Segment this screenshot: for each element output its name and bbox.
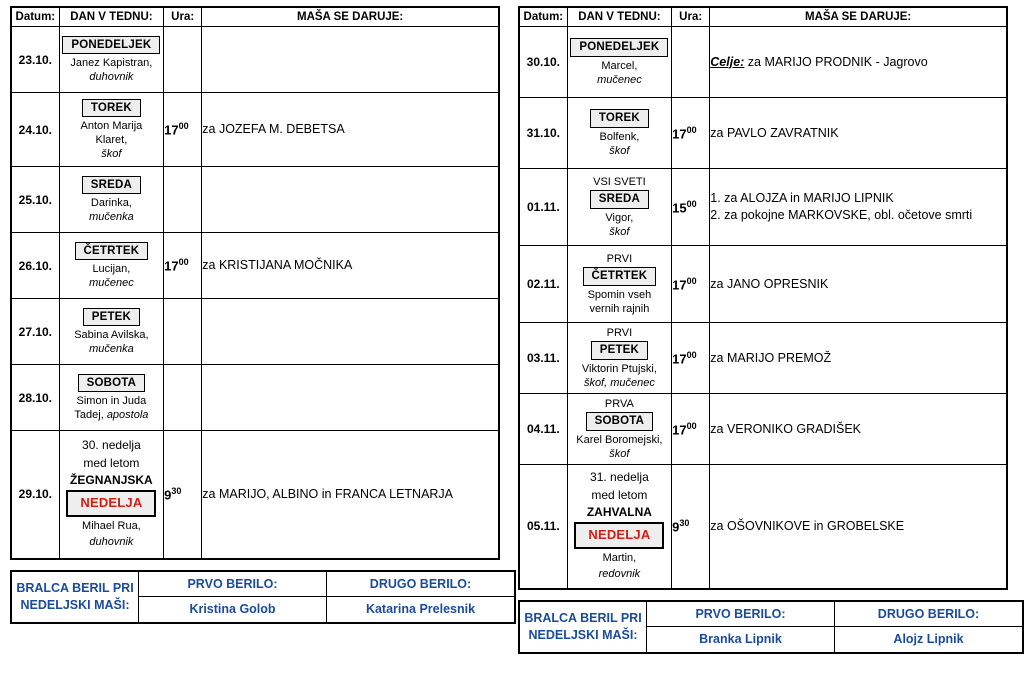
- row-time: [164, 167, 202, 233]
- saint-title: škof: [609, 144, 630, 157]
- row-time: [672, 246, 710, 323]
- row-intention: za JOZEFA M. DEBETSA: [202, 93, 499, 167]
- row-day: [567, 169, 671, 246]
- schedule-column-left: [10, 6, 500, 654]
- row-time: [672, 98, 710, 169]
- saint-line-2: Klaret,: [95, 134, 128, 147]
- table-row: [519, 394, 1007, 465]
- readers-label-line-2: NEDELJSKI MAŠI:: [20, 597, 130, 612]
- sunday-special: ZAHVALNA: [586, 505, 652, 520]
- saint-line: Spomin vseh: [587, 288, 652, 301]
- time-minute: 00: [178, 257, 189, 268]
- row-intention: za MARIJO, ALBINO in FRANCA LETNARJA: [202, 431, 499, 559]
- time-minute: 00: [686, 198, 697, 209]
- row-time: [672, 465, 710, 589]
- second-reader-name: Katarina Prelesnik: [327, 597, 516, 623]
- saint-line: Marcel,: [601, 59, 638, 72]
- saint-title: mučenka: [89, 211, 134, 224]
- saint-title: škof: [101, 148, 122, 161]
- first-reading-title: PRVO BERILO:: [647, 601, 835, 627]
- day-badge-sunday: NEDELJA: [66, 490, 156, 517]
- row-intention: [710, 169, 1007, 246]
- sunday-line-2: med letom: [591, 487, 648, 502]
- row-time: [672, 394, 710, 465]
- row-time: [164, 93, 202, 167]
- row-time: [164, 233, 202, 299]
- day-badge: ČETRTEK: [583, 267, 657, 286]
- first-reading-title: PRVO BERILO:: [139, 571, 327, 597]
- feast-label: PRVI: [606, 253, 633, 266]
- row-day: [567, 394, 671, 465]
- saint-line: Martin,: [602, 552, 637, 565]
- table-header-row: [11, 7, 499, 27]
- saint-line: Vigor,: [605, 211, 634, 224]
- table-row: [519, 246, 1007, 323]
- row-day: [59, 365, 163, 431]
- header-time: Ura:: [164, 7, 202, 27]
- saint-title: apostola: [106, 409, 149, 422]
- day-badge: PETEK: [83, 308, 140, 327]
- row-date: 24.10.: [11, 93, 59, 167]
- day-badge: SOBOTA: [78, 374, 146, 393]
- sunday-line-1: 31. nedelja: [590, 470, 649, 485]
- row-time: [672, 169, 710, 246]
- table-row: [11, 299, 499, 365]
- time-minute: 00: [178, 121, 189, 132]
- row-date: 26.10.: [11, 233, 59, 299]
- row-day: [59, 93, 163, 167]
- saint-title: mučenec: [597, 73, 642, 86]
- saint-line: Anton Marija: [80, 120, 143, 133]
- day-badge: TOREK: [590, 109, 649, 128]
- row-time: [164, 27, 202, 93]
- time-hour: 17: [164, 122, 179, 138]
- table-row: [519, 27, 1007, 98]
- row-day: [567, 465, 671, 589]
- row-day: [567, 323, 671, 394]
- row-time: [164, 299, 202, 365]
- mass-schedule-table-left: [10, 6, 500, 560]
- row-intention: [202, 167, 499, 233]
- saint-name-part: Tadej,: [74, 409, 107, 422]
- time-minute: 00: [686, 275, 697, 286]
- second-reading-title: DRUGO BERILO:: [835, 601, 1024, 627]
- time-hour: 9: [672, 519, 680, 535]
- intention-text: za MARIJO PRODNIK - Jagrovo: [744, 54, 928, 69]
- time-minute: 30: [171, 486, 182, 497]
- saint-title: škof, mučenec: [583, 376, 655, 389]
- readers-title-row: [11, 571, 515, 597]
- row-intention: [202, 27, 499, 93]
- row-intention: za OŠOVNIKOVE in GROBELSKE: [710, 465, 1007, 589]
- row-intention: [710, 27, 1007, 98]
- saint-line: Janez Kapistran,: [70, 57, 153, 70]
- feast-label: VSI SVETI: [593, 176, 646, 189]
- row-time: [672, 323, 710, 394]
- mass-schedule-table-right: [518, 6, 1008, 590]
- readers-label: [11, 571, 139, 624]
- readers-label-line-1: BRALCA BERIL PRI: [524, 611, 642, 625]
- table-row: [11, 27, 499, 93]
- table-row: [519, 323, 1007, 394]
- row-date: 04.11.: [519, 394, 567, 465]
- time-minute: 30: [679, 518, 690, 529]
- second-reading-title: DRUGO BERILO:: [327, 571, 516, 597]
- row-day: [567, 27, 671, 98]
- day-badge: TOREK: [82, 99, 141, 118]
- saint-line: Bolfenk,: [599, 130, 640, 143]
- time-hour: 17: [672, 351, 687, 367]
- saint-title: škof: [609, 225, 630, 238]
- row-day: [59, 233, 163, 299]
- time-hour: 17: [672, 277, 687, 293]
- header-date: Datum:: [519, 7, 567, 27]
- table-row-sunday: [519, 465, 1007, 589]
- day-badge: PONEDELJEK: [62, 36, 160, 55]
- day-badge: ČETRTEK: [75, 242, 149, 261]
- day-badge: SREDA: [82, 176, 141, 195]
- saint-line: Darinka,: [90, 197, 132, 210]
- readers-label-line-1: BRALCA BERIL PRI: [16, 581, 134, 595]
- table-row: [11, 365, 499, 431]
- second-reader-name: Alojz Lipnik: [835, 627, 1024, 653]
- saint-line: Lucijan,: [92, 263, 131, 276]
- day-badge: PONEDELJEK: [570, 38, 668, 57]
- row-date: 03.11.: [519, 323, 567, 394]
- header-time: Ura:: [672, 7, 710, 27]
- row-intention: [202, 365, 499, 431]
- row-date: 27.10.: [11, 299, 59, 365]
- row-date: 05.11.: [519, 465, 567, 589]
- row-time: [164, 365, 202, 431]
- row-intention: za KRISTIJANA MOČNIKA: [202, 233, 499, 299]
- row-day: [59, 299, 163, 365]
- sunday-line-1: 30. nedelja: [82, 438, 141, 453]
- row-day: [59, 167, 163, 233]
- saint-title: redovnik: [598, 568, 641, 581]
- table-row: [519, 98, 1007, 169]
- saint-title: duhovnik: [89, 71, 134, 84]
- row-date: 23.10.: [11, 27, 59, 93]
- header-date: Datum:: [11, 7, 59, 27]
- first-reader-name: Branka Lipnik: [647, 627, 835, 653]
- row-day: [567, 246, 671, 323]
- saint-line-2: vernih rajnih: [589, 302, 650, 315]
- location-label: Celje:: [710, 54, 745, 69]
- feast-label: PRVI: [606, 327, 633, 340]
- saint-line: Simon in Juda: [76, 395, 147, 408]
- saint-title: mučenka: [89, 343, 134, 356]
- row-date: 02.11.: [519, 246, 567, 323]
- saint-line-2: [60, 408, 163, 422]
- saint-line: Viktorin Ptujski,: [581, 362, 657, 375]
- row-time: [672, 27, 710, 98]
- row-intention: za JANO OPRESNIK: [710, 246, 1007, 323]
- sunday-special: ŽEGNANJSKA: [70, 473, 153, 488]
- row-time: [164, 431, 202, 559]
- row-date: 28.10.: [11, 365, 59, 431]
- row-date: 01.11.: [519, 169, 567, 246]
- row-intention: za PAVLO ZAVRATNIK: [710, 98, 1007, 169]
- schedule-column-right: [518, 6, 1008, 654]
- saint-title: mučenec: [89, 277, 134, 290]
- saint-line: Karel Boromejski,: [576, 433, 663, 446]
- day-badge: PETEK: [591, 341, 648, 360]
- time-minute: 00: [686, 124, 697, 135]
- time-hour: 17: [672, 422, 687, 438]
- row-date: 25.10.: [11, 167, 59, 233]
- table-row-sunday: [11, 431, 499, 559]
- time-hour: 17: [672, 126, 687, 142]
- saint-title: škof: [609, 447, 630, 460]
- row-day: [567, 98, 671, 169]
- day-badge: SOBOTA: [586, 412, 654, 431]
- table-row: [519, 169, 1007, 246]
- intention-line-2: 2. za pokojne MARKOVSKE, obl. očetove smrti: [710, 208, 973, 222]
- header-day: DAN V TEDNU:: [567, 7, 671, 27]
- saint-title: duhovnik: [89, 536, 134, 549]
- time-hour: 17: [164, 258, 179, 274]
- time-minute: 00: [686, 420, 697, 431]
- saint-line: Mihael Rua,: [82, 520, 141, 533]
- table-header-row: [519, 7, 1007, 27]
- readers-title-row: [519, 601, 1023, 627]
- time-hour: 9: [164, 487, 172, 503]
- day-badge: SREDA: [590, 190, 649, 209]
- header-day: DAN V TEDNU:: [59, 7, 163, 27]
- row-day: [59, 27, 163, 93]
- row-day: [59, 431, 163, 559]
- table-row: [11, 167, 499, 233]
- table-row: [11, 93, 499, 167]
- row-date: 30.10.: [519, 27, 567, 98]
- readers-table-right: [518, 600, 1024, 655]
- day-badge-sunday: NEDELJA: [574, 522, 664, 549]
- intention-line-1: 1. za ALOJZA in MARIJO LIPNIK: [710, 191, 894, 206]
- row-date: 31.10.: [519, 98, 567, 169]
- sunday-line-2: med letom: [83, 455, 140, 470]
- row-date: 29.10.: [11, 431, 59, 559]
- time-minute: 00: [686, 349, 697, 360]
- time-hour: 15: [672, 200, 687, 216]
- row-intention: [202, 299, 499, 365]
- header-intention: MAŠA SE DARUJE:: [710, 7, 1007, 27]
- saint-line: Sabina Avilska,: [74, 329, 149, 342]
- feast-label: PRVA: [604, 398, 634, 411]
- readers-label-line-2: NEDELJSKI MAŠI:: [528, 627, 638, 642]
- readers-label: [519, 601, 647, 654]
- header-intention: MAŠA SE DARUJE:: [202, 7, 499, 27]
- readers-table-left: [10, 570, 516, 625]
- first-reader-name: Kristina Golob: [139, 597, 327, 623]
- row-intention: za MARIJO PREMOŽ: [710, 323, 1007, 394]
- table-row: [11, 233, 499, 299]
- row-intention: za VERONIKO GRADIŠEK: [710, 394, 1007, 465]
